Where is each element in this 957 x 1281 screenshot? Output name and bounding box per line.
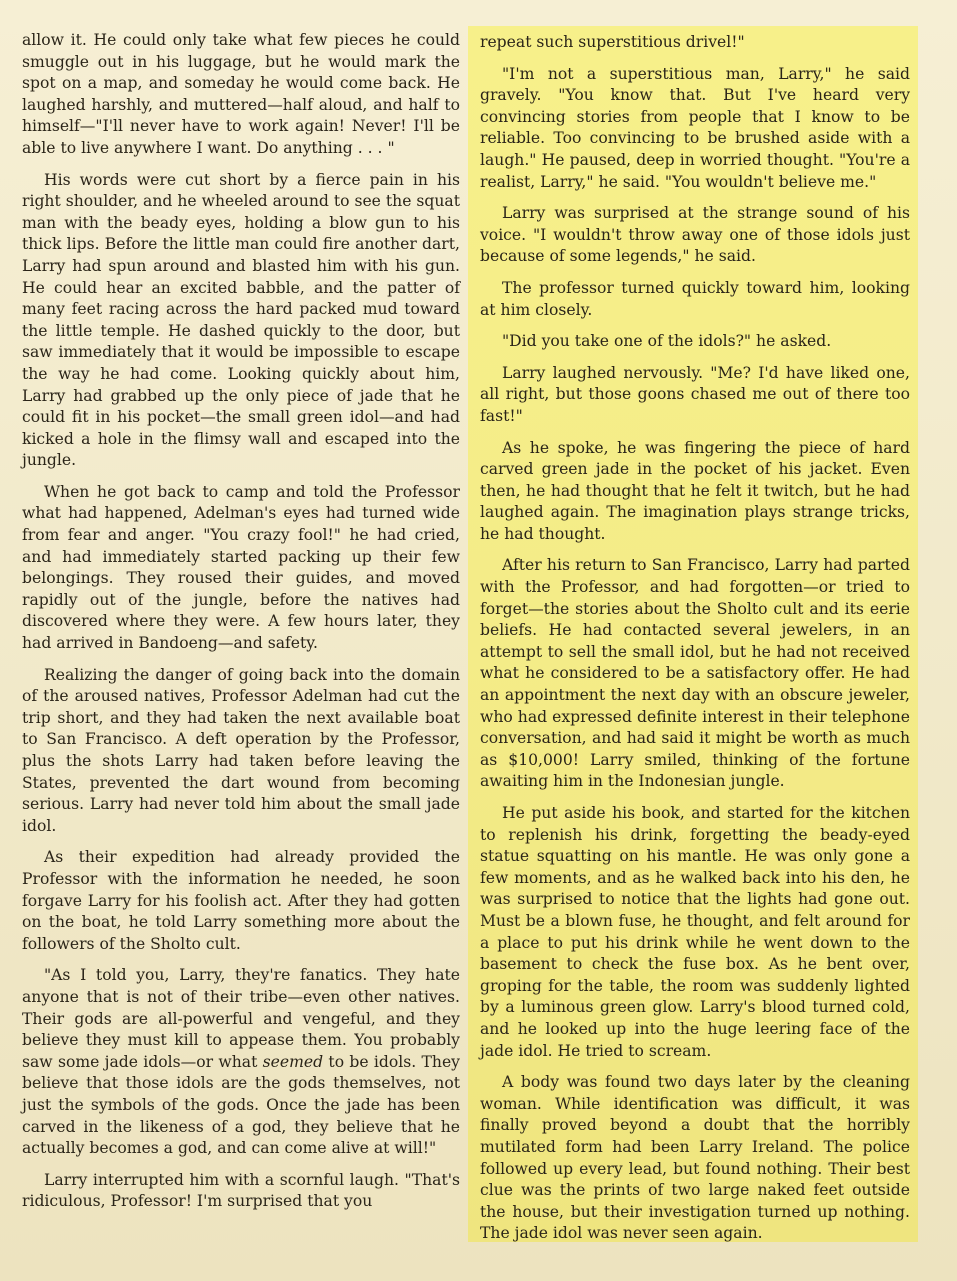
paragraph: Realizing the danger of going back into the domain of the aroused natives, Professor Adelman had cut the trip short, and they had taken the next available boat to San Francisco. A deft operation by the Professor, plus the shots Larry had taken before leaving the States, prevented the dart wound from becoming serious. Larry had never told him about the small jade idol. bbox=[22, 665, 460, 835]
paragraph: As he spoke, he was fingering the piece of hard carved green jade in the pocket of his jacket. Even then, he had thought that he felt it twitch, but he had laughed again. The imagination plays strange tricks, he had thought. bbox=[480, 438, 910, 543]
paragraph-text: to be idols. They believe that those idols are the gods themselves, not just the symbols of the gods. Once the jade has been carved in the likeness of a god, they believe that he actually becomes a god, and can come alive at will!" bbox=[22, 1052, 460, 1158]
paragraph: As their expedition had already provided the Professor with the information he needed, he soon forgave Larry for his foolish act. After they had gotten on the boat, he told Larry something more about the followers of the Sholto cult. bbox=[22, 848, 460, 953]
paragraph: Larry was surprised at the strange sound of his voice. "I wouldn't throw away one of those idols just because of some legends," he said. bbox=[480, 204, 910, 266]
emphasis-word: seemed bbox=[262, 1052, 324, 1071]
paragraph: The professor turned quickly toward him, looking at him closely. bbox=[480, 278, 910, 319]
paragraph: "I'm not a superstitious man, Larry," he said gravely. "You know that. But I've heard very convincing stories from people that I know to be reliable. Too convincing to be brushed aside with a laugh." He paused, deep in worried thought. "You're a realist, Larry," he said. "You wouldn't believe me." bbox=[480, 64, 910, 191]
right-column bbox=[468, 26, 918, 1242]
paragraph-text: "As I told you, Larry, they're fanatics. They hate anyone that is not of their tribe—even other natives. Their gods are all-powerful and vengeful, and they believe they must kill to appease them. You probably saw some jade idols—or what bbox=[22, 966, 460, 1071]
paragraph: His words were cut short by a fierce pain in his right shoulder, and he wheeled around to see the squat man with the beady eyes, holding a blow gun to his thick lips. Before the little man could fire another dart, Larry had spun around and blasted him with his gun. He could hear an excited babble, and the patter of many feet racing across the hard packed mud toward the little temple. He dashed quickly to the door, but saw immediately that it would be impossible to escape the way he had come. Looking quickly about him, Larry had grabbed up the only piece of jade that he could fit in his pocket—the small green idol—and had kicked a hole in the flimsy wall and escaped into the jungle. bbox=[22, 170, 460, 470]
paragraph: When he got back to camp and told the Professor what had happened, Adelman's eyes had turned wide from fear and anger. "You crazy fool!" he had cried, and had immediately started packing up their few belongings. They roused their guides, and moved rapidly out of the jungle, before the natives had discovered where they were. A few hours later, they had arrived in Bandoeng—and safety. bbox=[22, 482, 460, 653]
paragraph: repeat such superstitious drivel!" bbox=[480, 33, 745, 51]
paragraph: After his return to San Francisco, Larry had parted with the Professor, and had forgotten—or tried to forget—the stories about the Sholto cult and its eerie beliefs. He had contacted several jewelers, in an attempt to sell the small idol, but he had not received what he considered to be a satisfactory offer. He had an appointment the next day with an obscure jeweler, who had expressed definite interest in their telephone conversation, and had said it might be worth as much as $10,000! Larry smiled, thinking of the fortune awaiting him in the Indonesian jungle. bbox=[480, 556, 910, 791]
paragraph: He put aside his book, and started for the kitchen to replenish his drink, forgetting the beady-eyed statue squatting on his mantle. He was only gone a few moments, and as he walked back into his den, he was surprised to notice that the lights had gone out. Must be a blown fuse, he thought, and felt around for a place to put his drink while he went down to the basement to check the fuse box. As he bent over, groping for the table, the room was suddenly lighted by a luminous green glow. Larry's blood turned cold, and he looked up into the huge leering face of the jade idol. He tried to scream. bbox=[480, 804, 910, 1060]
paragraph bbox=[22, 965, 460, 1159]
paragraph: Larry laughed nervously. "Me? I'd have liked one, all right, but those goons chased me out of there too fast!" bbox=[480, 363, 910, 425]
paragraph: A body was found two days later by the cleaning woman. While identification was difficult, it was finally proved beyond a doubt that the horribly mutilated form had been Larry Ireland. The police followed up every lead, but found nothing. Their best clue was the prints of two large naked feet outside the house, but their investigation turned up nothing. The jade idol was never seen again. bbox=[480, 1073, 910, 1243]
paragraph: allow it. He could only take what few pieces he could smuggle out in his luggage, but he would mark the spot on a map, and someday he would come back. He laughed harshly, and muttered—half aloud, and half to himself—"I'll never have to work again! Never! I'll be able to live anywhere I want. Do anything . . . " bbox=[22, 31, 460, 157]
paragraph: Larry interrupted him with a scornful laugh. "That's ridiculous, Professor! I'm surprised that you bbox=[22, 1170, 460, 1211]
left-column bbox=[22, 30, 460, 1223]
paragraph: "Did you take one of the idols?" he asked. bbox=[502, 332, 832, 351]
